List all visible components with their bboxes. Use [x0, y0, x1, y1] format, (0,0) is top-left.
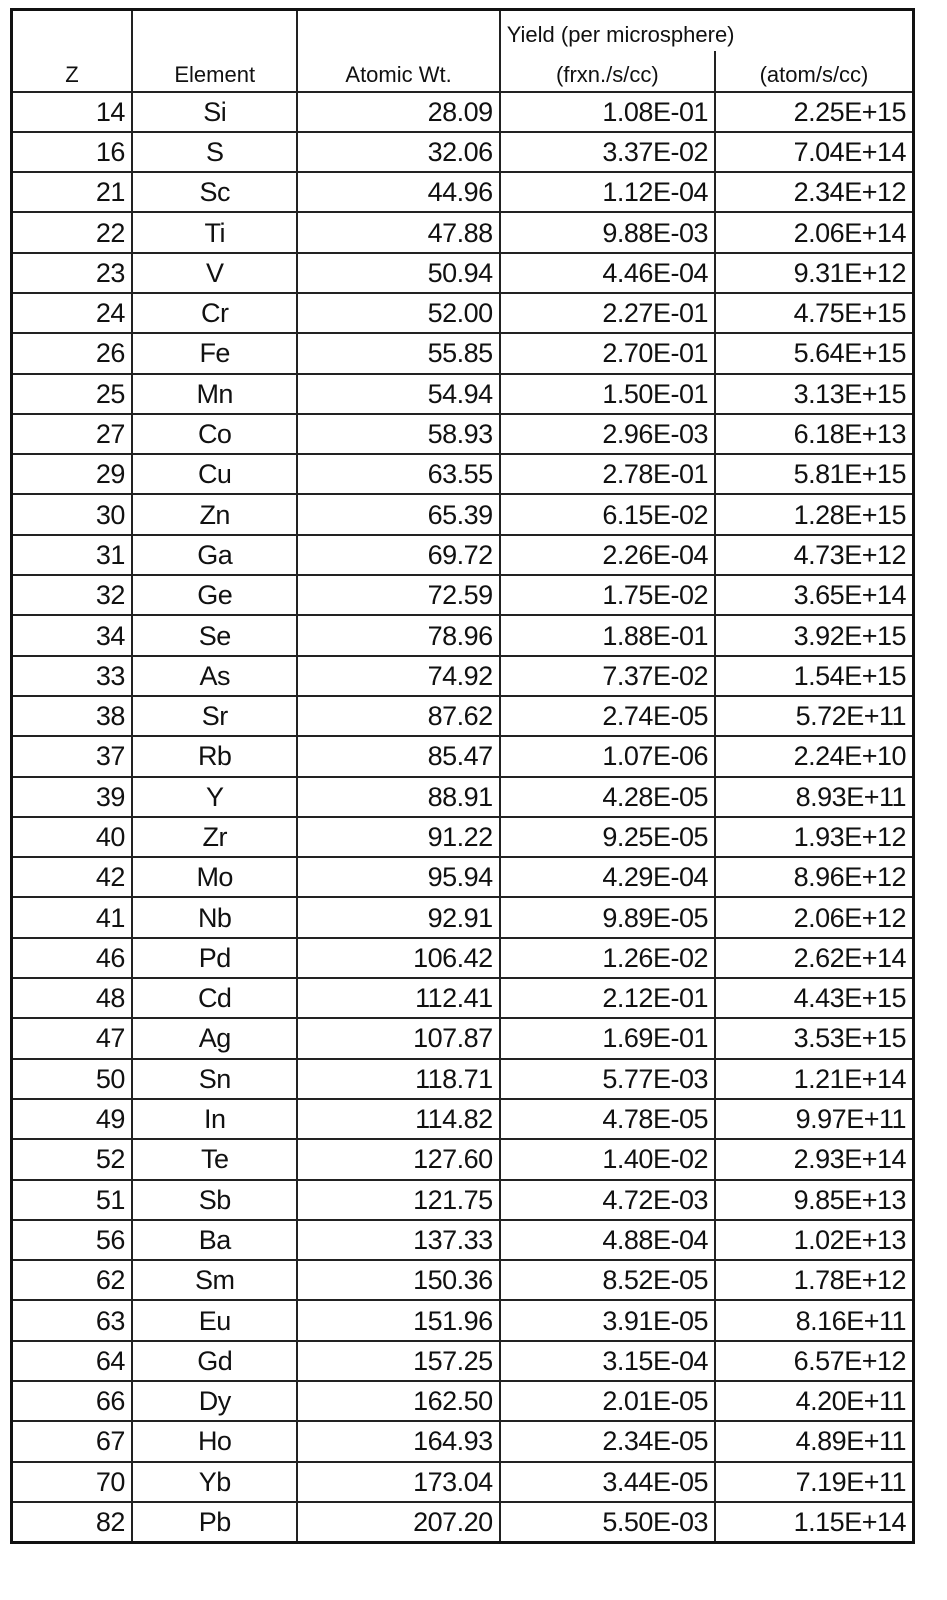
- cell-z: 64: [12, 1341, 132, 1381]
- cell-z: 37: [12, 736, 132, 776]
- cell-z: 63: [12, 1300, 132, 1340]
- table-row: [12, 736, 914, 776]
- cell-element: Dy: [132, 1381, 298, 1421]
- cell-element: As: [132, 656, 298, 696]
- table-row: [12, 938, 914, 978]
- cell-atomic-weight: 58.93: [297, 414, 499, 454]
- cell-atomic-weight: 137.33: [297, 1220, 499, 1260]
- cell-element: Cr: [132, 293, 298, 333]
- header-element: Element: [132, 51, 298, 92]
- cell-atomic-weight: 52.00: [297, 293, 499, 333]
- cell-atomic-weight: 78.96: [297, 615, 499, 655]
- cell-z: 22: [12, 212, 132, 252]
- cell-yield-frxn: 4.78E-05: [500, 1099, 715, 1139]
- cell-element: Nb: [132, 897, 298, 937]
- table-row: [12, 132, 914, 172]
- cell-z: 46: [12, 938, 132, 978]
- cell-yield-atom: 9.97E+11: [715, 1099, 914, 1139]
- table-row: [12, 494, 914, 534]
- table-row: [12, 1139, 914, 1179]
- cell-atomic-weight: 85.47: [297, 736, 499, 776]
- cell-atomic-weight: 65.39: [297, 494, 499, 534]
- table-row: [12, 656, 914, 696]
- header-yield-atom: (atom/s/cc): [715, 51, 914, 92]
- cell-yield-atom: 3.13E+15: [715, 374, 914, 414]
- cell-atomic-weight: 28.09: [297, 92, 499, 132]
- header-spacer: [132, 10, 298, 51]
- cell-element: In: [132, 1099, 298, 1139]
- cell-element: Sc: [132, 172, 298, 212]
- table-row: [12, 575, 914, 615]
- table-row: [12, 817, 914, 857]
- table-row: [12, 535, 914, 575]
- cell-yield-atom: 4.75E+15: [715, 293, 914, 333]
- cell-yield-frxn: 4.28E-05: [500, 777, 715, 817]
- cell-z: 39: [12, 777, 132, 817]
- cell-yield-frxn: 3.15E-04: [500, 1341, 715, 1381]
- table-row: [12, 374, 914, 414]
- cell-yield-frxn: 1.12E-04: [500, 172, 715, 212]
- cell-element: Zn: [132, 494, 298, 534]
- cell-atomic-weight: 50.94: [297, 253, 499, 293]
- cell-element: Co: [132, 414, 298, 454]
- cell-element: Ga: [132, 535, 298, 575]
- cell-yield-atom: 3.65E+14: [715, 575, 914, 615]
- cell-atomic-weight: 164.93: [297, 1421, 499, 1461]
- cell-z: 23: [12, 253, 132, 293]
- table-row: [12, 1381, 914, 1421]
- cell-atomic-weight: 121.75: [297, 1180, 499, 1220]
- cell-yield-frxn: 9.88E-03: [500, 212, 715, 252]
- table-row: [12, 414, 914, 454]
- table-row: [12, 696, 914, 736]
- cell-yield-atom: 9.31E+12: [715, 253, 914, 293]
- cell-yield-frxn: 1.50E-01: [500, 374, 715, 414]
- cell-yield-atom: 4.73E+12: [715, 535, 914, 575]
- cell-yield-frxn: 3.44E-05: [500, 1462, 715, 1502]
- cell-yield-frxn: 7.37E-02: [500, 656, 715, 696]
- cell-element: Pd: [132, 938, 298, 978]
- cell-yield-frxn: 4.72E-03: [500, 1180, 715, 1220]
- cell-yield-atom: 1.21E+14: [715, 1059, 914, 1099]
- cell-yield-atom: 1.54E+15: [715, 656, 914, 696]
- cell-yield-frxn: 8.52E-05: [500, 1260, 715, 1300]
- table-row: [12, 172, 914, 212]
- cell-yield-frxn: 9.89E-05: [500, 897, 715, 937]
- table-row: [12, 1421, 914, 1461]
- cell-yield-atom: 4.89E+11: [715, 1421, 914, 1461]
- cell-element: Fe: [132, 333, 298, 373]
- cell-yield-atom: 1.15E+14: [715, 1502, 914, 1542]
- cell-yield-atom: 2.93E+14: [715, 1139, 914, 1179]
- cell-yield-frxn: 1.26E-02: [500, 938, 715, 978]
- yield-table: [10, 8, 915, 1544]
- table-row: [12, 92, 914, 132]
- cell-z: 14: [12, 92, 132, 132]
- header-spacer: [12, 10, 132, 51]
- cell-yield-frxn: 2.96E-03: [500, 414, 715, 454]
- cell-z: 42: [12, 857, 132, 897]
- cell-yield-frxn: 4.88E-04: [500, 1220, 715, 1260]
- cell-element: Ti: [132, 212, 298, 252]
- cell-z: 66: [12, 1381, 132, 1421]
- cell-z: 21: [12, 172, 132, 212]
- cell-yield-frxn: 5.77E-03: [500, 1059, 715, 1099]
- cell-element: Gd: [132, 1341, 298, 1381]
- cell-element: Ge: [132, 575, 298, 615]
- cell-z: 31: [12, 535, 132, 575]
- cell-atomic-weight: 32.06: [297, 132, 499, 172]
- cell-yield-atom: 6.57E+12: [715, 1341, 914, 1381]
- cell-atomic-weight: 150.36: [297, 1260, 499, 1300]
- cell-element: Rb: [132, 736, 298, 776]
- cell-yield-atom: 5.72E+11: [715, 696, 914, 736]
- cell-atomic-weight: 151.96: [297, 1300, 499, 1340]
- table-row: [12, 1220, 914, 1260]
- cell-element: Y: [132, 777, 298, 817]
- header-yield-frxn: (frxn./s/cc): [500, 51, 715, 92]
- cell-atomic-weight: 44.96: [297, 172, 499, 212]
- cell-z: 27: [12, 414, 132, 454]
- cell-yield-atom: 5.81E+15: [715, 454, 914, 494]
- cell-atomic-weight: 54.94: [297, 374, 499, 414]
- cell-atomic-weight: 91.22: [297, 817, 499, 857]
- header-atomic-weight: Atomic Wt.: [297, 51, 499, 92]
- table-row: [12, 1462, 914, 1502]
- cell-yield-atom: 3.92E+15: [715, 615, 914, 655]
- cell-atomic-weight: 118.71: [297, 1059, 499, 1099]
- header-yield-group: Yield (per microsphere): [500, 10, 914, 51]
- table-row: [12, 1260, 914, 1300]
- table-row: [12, 1502, 914, 1542]
- cell-atomic-weight: 127.60: [297, 1139, 499, 1179]
- cell-yield-frxn: 4.46E-04: [500, 253, 715, 293]
- cell-atomic-weight: 207.20: [297, 1502, 499, 1542]
- cell-yield-atom: 7.19E+11: [715, 1462, 914, 1502]
- cell-atomic-weight: 69.72: [297, 535, 499, 575]
- cell-z: 52: [12, 1139, 132, 1179]
- cell-atomic-weight: 87.62: [297, 696, 499, 736]
- cell-element: V: [132, 253, 298, 293]
- cell-z: 30: [12, 494, 132, 534]
- cell-atomic-weight: 63.55: [297, 454, 499, 494]
- header-row-group: [12, 10, 914, 51]
- cell-yield-frxn: 2.70E-01: [500, 333, 715, 373]
- cell-yield-frxn: 2.12E-01: [500, 978, 715, 1018]
- cell-element: Sn: [132, 1059, 298, 1099]
- cell-atomic-weight: 74.92: [297, 656, 499, 696]
- cell-yield-atom: 2.24E+10: [715, 736, 914, 776]
- cell-z: 25: [12, 374, 132, 414]
- cell-z: 48: [12, 978, 132, 1018]
- cell-element: Sm: [132, 1260, 298, 1300]
- cell-yield-atom: 1.93E+12: [715, 817, 914, 857]
- cell-z: 70: [12, 1462, 132, 1502]
- cell-atomic-weight: 88.91: [297, 777, 499, 817]
- cell-yield-frxn: 2.78E-01: [500, 454, 715, 494]
- cell-element: Si: [132, 92, 298, 132]
- cell-element: Cd: [132, 978, 298, 1018]
- cell-yield-atom: 2.62E+14: [715, 938, 914, 978]
- table-row: [12, 897, 914, 937]
- cell-element: Se: [132, 615, 298, 655]
- table-row: [12, 253, 914, 293]
- table-row: [12, 615, 914, 655]
- table-row: [12, 1341, 914, 1381]
- cell-yield-frxn: 6.15E-02: [500, 494, 715, 534]
- cell-yield-frxn: 4.29E-04: [500, 857, 715, 897]
- cell-element: S: [132, 132, 298, 172]
- cell-atomic-weight: 95.94: [297, 857, 499, 897]
- cell-z: 82: [12, 1502, 132, 1542]
- cell-yield-frxn: 2.74E-05: [500, 696, 715, 736]
- cell-element: Mo: [132, 857, 298, 897]
- cell-z: 41: [12, 897, 132, 937]
- cell-element: Pb: [132, 1502, 298, 1542]
- cell-atomic-weight: 114.82: [297, 1099, 499, 1139]
- cell-element: Mn: [132, 374, 298, 414]
- cell-z: 32: [12, 575, 132, 615]
- cell-yield-frxn: 2.01E-05: [500, 1381, 715, 1421]
- cell-yield-atom: 2.06E+14: [715, 212, 914, 252]
- cell-yield-atom: 3.53E+15: [715, 1018, 914, 1058]
- cell-yield-atom: 6.18E+13: [715, 414, 914, 454]
- cell-yield-frxn: 5.50E-03: [500, 1502, 715, 1542]
- cell-yield-frxn: 3.37E-02: [500, 132, 715, 172]
- cell-z: 38: [12, 696, 132, 736]
- cell-yield-atom: 4.43E+15: [715, 978, 914, 1018]
- cell-yield-atom: 2.34E+12: [715, 172, 914, 212]
- table-row: [12, 293, 914, 333]
- cell-z: 24: [12, 293, 132, 333]
- cell-element: Ho: [132, 1421, 298, 1461]
- cell-yield-frxn: 1.08E-01: [500, 92, 715, 132]
- cell-yield-frxn: 1.75E-02: [500, 575, 715, 615]
- cell-atomic-weight: 157.25: [297, 1341, 499, 1381]
- cell-z: 33: [12, 656, 132, 696]
- table-row: [12, 1099, 914, 1139]
- header-z: Z: [12, 51, 132, 92]
- cell-element: Eu: [132, 1300, 298, 1340]
- cell-yield-frxn: 9.25E-05: [500, 817, 715, 857]
- cell-yield-frxn: 1.07E-06: [500, 736, 715, 776]
- cell-yield-atom: 8.16E+11: [715, 1300, 914, 1340]
- table-body: [12, 92, 914, 1543]
- cell-element: Ag: [132, 1018, 298, 1058]
- header-row-columns: [12, 51, 914, 92]
- table-row: [12, 454, 914, 494]
- cell-z: 34: [12, 615, 132, 655]
- cell-yield-atom: 2.25E+15: [715, 92, 914, 132]
- cell-element: Yb: [132, 1462, 298, 1502]
- cell-yield-atom: 2.06E+12: [715, 897, 914, 937]
- cell-element: Ba: [132, 1220, 298, 1260]
- cell-z: 51: [12, 1180, 132, 1220]
- cell-z: 62: [12, 1260, 132, 1300]
- table-row: [12, 1059, 914, 1099]
- cell-atomic-weight: 173.04: [297, 1462, 499, 1502]
- cell-yield-atom: 8.96E+12: [715, 857, 914, 897]
- cell-yield-atom: 7.04E+14: [715, 132, 914, 172]
- cell-yield-frxn: 2.34E-05: [500, 1421, 715, 1461]
- cell-atomic-weight: 55.85: [297, 333, 499, 373]
- cell-z: 56: [12, 1220, 132, 1260]
- table-row: [12, 1180, 914, 1220]
- cell-z: 26: [12, 333, 132, 373]
- cell-atomic-weight: 112.41: [297, 978, 499, 1018]
- table-row: [12, 1300, 914, 1340]
- table-header: [12, 10, 914, 92]
- cell-atomic-weight: 92.91: [297, 897, 499, 937]
- table-row: [12, 857, 914, 897]
- cell-yield-atom: 5.64E+15: [715, 333, 914, 373]
- cell-z: 40: [12, 817, 132, 857]
- cell-yield-frxn: 2.27E-01: [500, 293, 715, 333]
- cell-z: 50: [12, 1059, 132, 1099]
- cell-yield-frxn: 3.91E-05: [500, 1300, 715, 1340]
- cell-yield-atom: 1.28E+15: [715, 494, 914, 534]
- cell-atomic-weight: 107.87: [297, 1018, 499, 1058]
- cell-atomic-weight: 162.50: [297, 1381, 499, 1421]
- cell-atomic-weight: 47.88: [297, 212, 499, 252]
- table-row: [12, 212, 914, 252]
- cell-yield-atom: 1.78E+12: [715, 1260, 914, 1300]
- cell-z: 47: [12, 1018, 132, 1058]
- header-spacer: [297, 10, 499, 51]
- cell-yield-atom: 4.20E+11: [715, 1381, 914, 1421]
- cell-atomic-weight: 106.42: [297, 938, 499, 978]
- cell-element: Cu: [132, 454, 298, 494]
- cell-element: Sr: [132, 696, 298, 736]
- cell-atomic-weight: 72.59: [297, 575, 499, 615]
- cell-yield-frxn: 1.40E-02: [500, 1139, 715, 1179]
- cell-z: 49: [12, 1099, 132, 1139]
- cell-yield-atom: 9.85E+13: [715, 1180, 914, 1220]
- cell-yield-frxn: 1.88E-01: [500, 615, 715, 655]
- cell-z: 67: [12, 1421, 132, 1461]
- cell-yield-frxn: 1.69E-01: [500, 1018, 715, 1058]
- cell-z: 29: [12, 454, 132, 494]
- cell-element: Zr: [132, 817, 298, 857]
- table-row: [12, 777, 914, 817]
- table-row: [12, 978, 914, 1018]
- cell-yield-frxn: 2.26E-04: [500, 535, 715, 575]
- cell-element: Te: [132, 1139, 298, 1179]
- cell-element: Sb: [132, 1180, 298, 1220]
- cell-z: 16: [12, 132, 132, 172]
- table-row: [12, 333, 914, 373]
- cell-yield-atom: 8.93E+11: [715, 777, 914, 817]
- cell-yield-atom: 1.02E+13: [715, 1220, 914, 1260]
- table-row: [12, 1018, 914, 1058]
